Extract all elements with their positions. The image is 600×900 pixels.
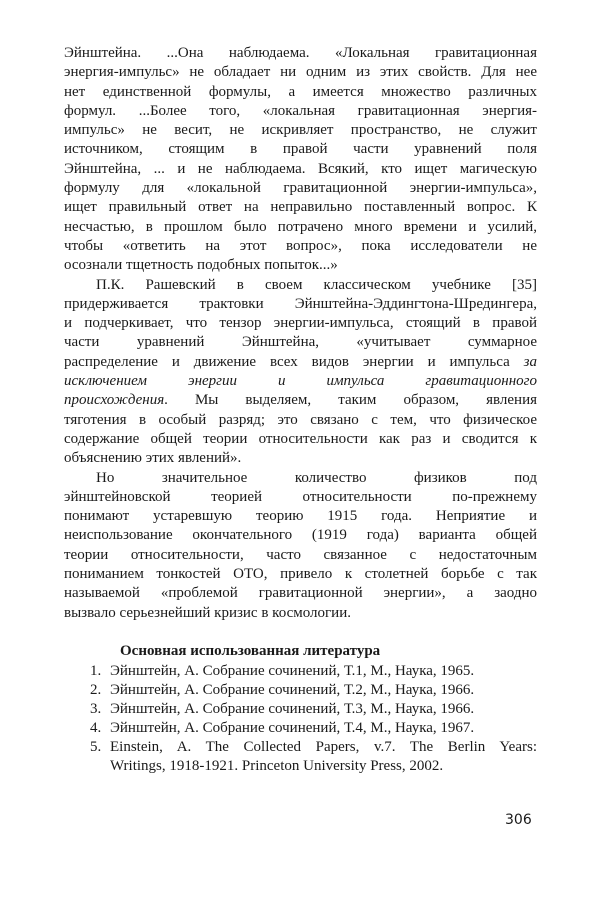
text-line: эйнштейновской теорией относительности по-прежнему <box>64 488 537 505</box>
page-number: 306 <box>505 812 532 828</box>
reference-line: Writings, 1918-1921. Princeton University Press, 2002. <box>110 758 444 775</box>
reference-number: 3. <box>90 700 102 717</box>
text-line: чтобы «ответить на этот вопрос», пока исследователи не <box>64 237 537 254</box>
text-line: формул. ...Более того, «локальная гравитационная энергия- <box>64 102 537 119</box>
emphasis-text: за <box>523 353 537 370</box>
text-line: нет единственной формулы, а имеется множество различных <box>64 83 537 100</box>
page-body <box>64 44 537 776</box>
text-line: пониманием тонкостей ОТО, привело к столетней борьбе с так <box>64 566 537 583</box>
text-line <box>64 353 537 372</box>
text-line: части уравнений Эйнштейна, «учитывает суммарное <box>64 334 537 351</box>
text-line: энергия-импульс» не обладает ни одним из этих свойств. Для нее <box>64 64 537 81</box>
text-line <box>64 391 537 410</box>
paragraph-quote-continuation <box>64 44 537 276</box>
reference-line: Einstein, A. The Collected Papers, v.7. The Berlin Years: <box>110 738 537 755</box>
text-line: источником, стоящим в правой части уравнений поля <box>64 141 537 158</box>
emphasis-text: происхождения <box>64 392 165 409</box>
reference-text <box>110 738 537 776</box>
reference-number: 5. <box>90 738 102 755</box>
text-line: и подчеркивает, что тензор энергии-импульса, стоящий в правой <box>64 315 537 332</box>
references-list <box>64 662 537 776</box>
reference-item <box>64 662 537 681</box>
text-line: теории относительности, часто связанное с недостаточным <box>64 546 537 563</box>
reference-number: 2. <box>90 681 102 698</box>
reference-text: Эйнштейн, А. Собрание сочинений, Т.2, М., Наука, 1966. <box>110 681 475 698</box>
text-line: импульс» не весит, не искривляет пространство, не служит <box>64 122 537 139</box>
text-line: придерживается трактовки Эйнштейна-Эддингтона-Шредингера, <box>64 295 537 312</box>
text-line: содержание общей теории относительности как раз и сводится к <box>64 430 537 447</box>
text-line: неиспользование окончательного (1919 года) варианта общей <box>64 527 537 544</box>
text-line: тяготения в особый разряд; это связано с тем, что физическое <box>64 411 537 428</box>
text-line: называемой «проблемой гравитационной энергии», а заодно <box>64 585 537 602</box>
text-line: несчастью, в прошлом было потрачено много времени и усилий, <box>64 218 537 235</box>
text-line: понимают устаревшую теорию 1915 года. Неприятие и <box>64 508 537 525</box>
reference-item <box>64 719 537 738</box>
text-line: вызвало серьезнейший кризис в космологии. <box>64 604 351 621</box>
emphasis-line <box>64 372 537 391</box>
text-line: ищет правильный ответ на неправильно поставленный вопрос. К <box>64 199 537 216</box>
text-span: распределение и движение всех видов энергии и импульса <box>64 353 524 370</box>
paragraph-conclusion <box>64 469 537 623</box>
reference-number: 4. <box>90 719 102 736</box>
emphasis-text: исключением энергии и импульса гравитационного <box>64 373 537 390</box>
text-line: Но значительное количество физиков под <box>96 469 537 486</box>
reference-item <box>64 738 537 776</box>
reference-text: Эйнштейн, А. Собрание сочинений, Т.4, М., Наука, 1967. <box>110 719 475 736</box>
reference-item <box>64 681 537 700</box>
reference-text: Эйнштейн, А. Собрание сочинений, Т.3, М., Наука, 1966. <box>110 700 475 717</box>
paragraph-rashevsky <box>64 276 537 469</box>
references-heading: Основная использованная литература <box>120 642 381 659</box>
text-line: осознали тщетность подобных попыток...» <box>64 257 338 274</box>
reference-text: Эйнштейн, А. Собрание сочинений, Т.1, М., Наука, 1965. <box>110 662 475 679</box>
text-line: объяснению этих явлений». <box>64 450 242 467</box>
reference-item <box>64 700 537 719</box>
text-line: Эйнштейна, ... и не наблюдаема. Всякий, кто ищет магическую <box>64 160 537 177</box>
reference-number: 1. <box>90 662 102 679</box>
text-line: П.К. Рашевский в своем классическом учебнике [35] <box>96 276 537 293</box>
text-line: Эйнштейна. ...Она наблюдаема. «Локальная гравитационная <box>64 45 537 61</box>
text-line: формулу для «локальной гравитационной энергии-импульса», <box>64 180 537 197</box>
text-span: . Мы выделяем, таким образом, явления <box>164 392 537 409</box>
